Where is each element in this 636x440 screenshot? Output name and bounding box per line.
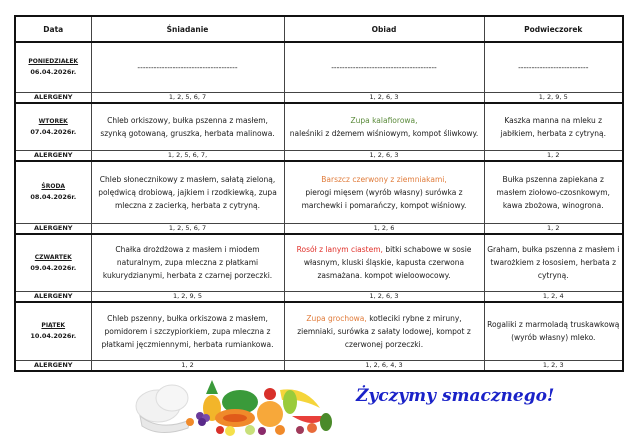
day-row-wednesday	[15, 161, 623, 223]
allergens-label: ALERGENY	[15, 92, 91, 103]
header-date: Data	[15, 16, 91, 42]
date-cell	[15, 161, 91, 223]
allergens-breakfast: 1, 2, 5, 6, 7	[91, 223, 284, 234]
soup-highlight: Barszcz czerwony z ziemniakami,	[321, 174, 447, 184]
allergens-row	[15, 151, 623, 162]
lunch-cell: Zupa grochowa, kotleciki rybne z miruny, ziemniaki, surówka z sałaty lodowej, kompot z czerwonej porzeczki.	[284, 302, 484, 360]
allergens-lunch: 1, 2, 6, 3	[284, 92, 484, 103]
allergens-label: ALERGENY	[15, 360, 91, 371]
day-row-thursday	[15, 234, 623, 292]
allergens-breakfast: 1, 2, 5, 6, 7	[91, 92, 284, 103]
allergens-label: ALERGENY	[15, 151, 91, 162]
allergens-label: ALERGENY	[15, 292, 91, 303]
allergens-snack: 1, 2, 4	[484, 292, 623, 303]
allergens-breakfast: 1, 2	[91, 360, 284, 371]
allergens-snack: 1, 2	[484, 223, 623, 234]
allergens-lunch: 1, 2, 6, 3	[284, 151, 484, 162]
breakfast-cell: Chałka drożdżowa z masłem i miodem naturalnym, zupa mleczna z płatkami kukurydzianymi, herbata z czarnej porzeczki.	[91, 234, 284, 292]
date: 10.04.2026r.	[30, 332, 77, 341]
bon-appetit-text: Życzymy smacznego!	[356, 386, 555, 406]
breakfast-cell: Chleb pszenny, bułka orkiszowa z masłem, pomidorem i szczypiorkiem, zupa mleczna z płatkami jęczmiennymi, herbata rumiankowa.	[91, 302, 284, 360]
date: 08.04.2026r.	[30, 193, 77, 202]
lunch-cell: ---------------------------------------	[284, 42, 484, 92]
allergens-lunch: 1, 2, 6, 3	[284, 292, 484, 303]
breakfast-cell: Chleb słonecznikowy z masłem, sałatą zieloną, polędwicą drobiową, jajkiem i rzodkiewką, zupa mleczna z zacierką, herbata z cytryną.	[91, 161, 284, 223]
day-row-monday	[15, 42, 623, 92]
weekday: WTOREK	[38, 117, 68, 125]
weekday: PONIEDZIAŁEK	[28, 58, 79, 66]
allergens-label: ALERGENY	[15, 223, 91, 234]
weekday: ŚRODA	[41, 183, 66, 191]
breakfast-cell: -------------------------------------	[91, 42, 284, 92]
soup-highlight: Rosół z lanym ciastem,	[296, 245, 383, 255]
lunch-cell: Barszcz czerwony z ziemniakami, pierogi mięsem (wyrób własny) surówka z marchewki i pomarańczy, kompot wiśniowy.	[284, 161, 484, 223]
snack-cell: Kaszka manna na mleku z jabłkiem, herbata z cytryną.	[484, 103, 623, 151]
snack-cell: Bułka pszenna zapiekana z masłem ziołowo-czosnkowym, kawa zbożowa, winogrona.	[484, 161, 623, 223]
soup-highlight: Zupa grochowa,	[306, 313, 367, 323]
weekly-menu-table	[14, 15, 624, 372]
date-cell	[15, 42, 91, 92]
allergens-row	[15, 223, 623, 234]
header-breakfast: Śniadanie	[91, 16, 284, 42]
breakfast-cell: Chleb orkiszowy, bułka pszenna z masłem, szynką gotowaną, gruszka, herbata malinowa.	[91, 103, 284, 151]
allergens-snack: 1, 2, 3	[484, 360, 623, 371]
allergens-row	[15, 292, 623, 303]
snack-cell: Graham, bułka pszenna z masłem i twarożkiem z łososiem, herbata z cytryną.	[484, 234, 623, 292]
day-row-tuesday	[15, 103, 623, 151]
allergens-breakfast: 1, 2, 9, 5	[91, 292, 284, 303]
date-cell	[15, 302, 91, 360]
date-cell	[15, 234, 91, 292]
date-cell	[15, 103, 91, 151]
allergens-lunch: 1, 2, 6, 4, 3	[284, 360, 484, 371]
lunch-cell: Rosół z lanym ciastem, bitki schabowe w sosie własnym, kluski śląskie, kapusta czerwona zasmażana. kompot wieloowocowy.	[284, 234, 484, 292]
allergens-row	[15, 92, 623, 103]
header-snack: Podwieczorek	[484, 16, 623, 42]
header-row	[15, 16, 623, 42]
date: 06.04.2026r.	[30, 68, 77, 77]
allergens-lunch: 1, 2, 6	[284, 223, 484, 234]
header-lunch: Obiad	[284, 16, 484, 42]
lunch-cell: Zupa kalafiorowa, naleśniki z dżemem wiśniowym, kompot śliwkowy.	[284, 103, 484, 151]
chef-hat-fruits-icon	[130, 376, 340, 438]
date: 09.04.2026r.	[30, 263, 77, 272]
date: 07.04.2026r.	[30, 127, 77, 136]
snack-cell: Rogaliki z marmoladą truskawkową (wyrób własny) mleko.	[484, 302, 623, 360]
snack-cell: --------------------------	[484, 42, 623, 92]
allergens-snack: 1, 2	[484, 151, 623, 162]
allergens-snack: 1, 2, 9, 5	[484, 92, 623, 103]
soup-highlight: Zupa kalafiorowa,	[350, 115, 418, 125]
day-row-friday	[15, 302, 623, 360]
footer	[0, 368, 636, 440]
weekday: CZWARTEK	[34, 253, 72, 261]
allergens-breakfast: 1, 2, 5, 6, 7,	[91, 151, 284, 162]
weekday: PIĄTEK	[41, 322, 66, 330]
